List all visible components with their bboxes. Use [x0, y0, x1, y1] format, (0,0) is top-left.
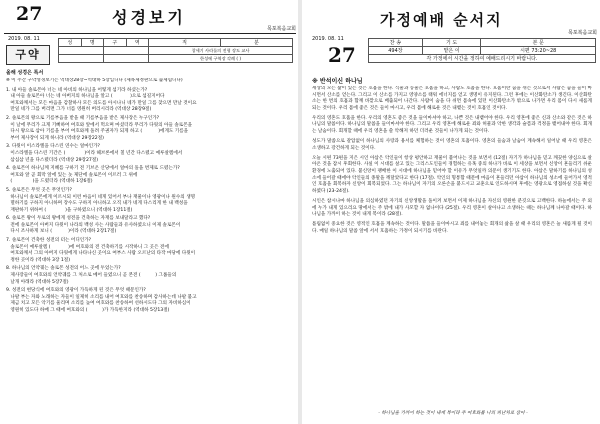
sermon-paragraph: 오늘 시편 73편을 지은 시인 아삽은 악인들이 항상 평안하고 재물이 불어나는 것을 보면서 (12절) 자기가 하나님을 믿고 깨끗한 양심으로 살아온 것을 잠시 후회한다. 사실 이 시대를 살고 있는 그리스도인들이 경험하는 유혹 중의 하나가 바로 이 세상을 보면서 신앙이 흔들리기 쉬운 환경에 노출되어 있다. 불신앙이 팽배한 이 시대에 하나님을 믿어야 할 이유가 무엇일까 의문이 생기기도 한다. 아삽은 말하기를 하나님의 성소에 들어갈 때에야 악인들의 종말을 깨달았다고 한다 (17절). 악인의 형통함 때문에 마음이 흔들리던 아삽이 하나님의 성소에 들어가서 영적인 호흡을 회복하자 신앙이 회복되었다. 그는 하나님이 자기의 오른손을 붙드시고 교훈으로 인도하시며 후에는 영광으로 영접하실 것을 확신하였다 (23-24절).: [312, 155, 592, 194]
question-line: 전에 솔로몬이 아버지 다윗이 나라의 백성 사는 사람들과 유사하였으니 이제 솔로몬이: [6, 222, 181, 228]
question-line: 3. 다윗이 이스라엘을 다스린 연수는 얼마인가?: [6, 144, 100, 150]
table-cell: [104, 55, 149, 63]
scripture-passage: 시편 73:20~28: [481, 47, 596, 55]
table-header: 직: [149, 39, 221, 47]
church-name: 목포복음교회: [568, 30, 597, 36]
question-line: 솔로몬이 예루살렘 ( )에 여호와의 전 건축하기를 시작하니 그 곳은 전에: [6, 244, 169, 250]
question-line: 9. 성전의 현당식에 여호와의 영광이 가득하게 된 것은 무엇 때문인가?: [6, 288, 146, 294]
table-cell: 한성에 구역장 각례 ( ): [149, 55, 293, 63]
question-line: 4. 솔로몬이 하나님께 지혜를 구하기 전 기브온 산당에서 얼마의 돌을 번제로 드렸는가?: [6, 166, 180, 172]
prayer-leader: 맡은 이: [422, 47, 481, 55]
table-header: 구: [104, 39, 127, 47]
question-line: 여호와께서 그의 아버지 다윗에게 나타나신 곳이요 여부스 사람 오르난의 타작 마당에 다윗이: [6, 251, 196, 257]
question-line: ( )을 드렸더라 (역대하 1장6절): [6, 179, 93, 185]
table-cell: 창세기 사라를의 전형 장도 교사: [149, 47, 293, 55]
question-line: 6. 솔로몬 왕이 두로의 왕에게 성전을 건축하는 자재를 보내달라고 했다?: [6, 216, 151, 222]
order-table: [368, 38, 596, 63]
church-name: 목포복음교회: [267, 26, 296, 32]
instruction-text: 각 가정에서 시간을 정하여 예배드리시기 바랍니다.: [369, 55, 596, 63]
sermon-paragraph: 시인은 참시나마 하나님을 의심하였던 자기의 신앙생활을 돌이켜 보면서 이제 하나님을 자신의 영원한 분깃으로 고백한다. 하늘에서는 주 외에 누가 내게 있으리요 땅에서는 주 밖에 내가 사모할 자 없나이다 (25절). 우리 영혼이 살아나고 소생하는 때는 하나님께 나아갈 때이다. 하나님을 가까이 하는 것이 내게 복이라 (28절).: [312, 198, 592, 218]
family-worship-page: [302, 0, 600, 424]
question-line: 하나님이 솔로몬에게 이르시되 이런 마음이 네게 있어서 부나 재물이나 영광이나 원수의 생명: [6, 194, 196, 200]
date-label: 2019. 08. 11: [8, 36, 40, 42]
question-line: 이 날에 무리가 크게 기뻐하여 여호와 앞에서 먹으며 마셨더라 무리가 다윗의 아들 솔로몬을: [6, 122, 193, 128]
question-line: 부어 제사장이 되게 하니라 (역대상 29장22절): [6, 135, 104, 141]
question-line: 영원히 있도다 하매 그 때에 여호와의 ( )가 가득한지라 (역대하 5장13절): [6, 308, 170, 313]
header-rule: [4, 33, 296, 34]
footer-verse: - 하나님을 가까이 하는 것이 내게 복이라 주 여호와를 나의 피난처로 삼아 -: [378, 411, 528, 416]
question-line: 이스라엘을 다스린 기간은 ( )이라 헤브론에서 칠 년간 다스렸고 예루살렘에서: [6, 150, 183, 156]
question-line: 다시 조사하게 보니 ( )이라 (역대하 2장17절): [6, 229, 117, 235]
bible-reading-page: [0, 0, 298, 424]
question-line: 멸하기를 구하지 아니하며 장수도 구하지 아니하고 오직 내가 네게 다스리게 한 내 백성을: [6, 201, 188, 207]
question-line: 만일 네가 그를 버리면 그가 너를 영원히 버리시리라 (역대상 28장9절): [6, 107, 152, 113]
page-title: 성경보기: [112, 8, 186, 27]
section-title: ※ 반석이신 하나님: [312, 78, 363, 85]
table-header: 명: [81, 39, 104, 47]
table-cell: [104, 47, 149, 55]
order-header: 기 도: [422, 39, 481, 47]
sermon-paragraph: 우리의 영혼도 호흡을 한다. 우리의 영혼도 좋은 것을 들이마셔야 하고, 나쁜 것은 내뱉어야 한다. 우리 영혼에 좋은 신과 산소와 같은 것은 하나님의 말씀이다. 하나님의 말씀을 들이마셔야 한다. 그리고 우리 영혼에 해로운 죄와 허물과 악한 생각과 슬픔과 걱정을 뱉어내야 한다. 회개는 날숨이다. 회개할 때에 우리 영혼을 쓸 악해져 하던 더러운 것들이 나가게 되는 것이다.: [312, 115, 592, 135]
testament-box: [6, 45, 50, 65]
question-line: 내 아들 솔로몬아 너는 네 아버지의 하나님을 알고 ( )으로 섬길지어다: [6, 94, 165, 100]
date-label: 2019. 08. 11: [312, 36, 344, 42]
testament-label: 구약: [15, 48, 41, 61]
hymn-number: 494장: [369, 47, 423, 55]
intro-text: ※ 이 주간 구약성경보기는 역대상28장~역대하 5장입니다 (제목제정판으로 출제됨니다): [6, 78, 183, 83]
table-cell: [59, 47, 104, 55]
section-label: 올해 성경은 특서: [6, 70, 44, 76]
question-line: 7. 솔로몬이 건축한 성전의 터는 어디인가?: [6, 238, 92, 244]
table-cell: [59, 55, 104, 63]
questions-block: [6, 78, 296, 422]
week-number: 27: [16, 3, 43, 25]
sermon-paragraph: 틀림없이 중요한 것은 영적인 호흡을 계속하는 것이다. 말씀을 들이마시고 죄를 내어놓는 회개의 삶을 살 때 우리의 영혼은 늘 새롭게 될 것이다. 매일 하나님의 말씀 앞에 서서 호흡하는 가정이 되시기를 바란다.: [312, 222, 592, 234]
question-line: 날개 아래라 (역대하 5장7절): [6, 279, 69, 285]
week-number: 27: [328, 43, 356, 67]
question-line: 여호와께서는 모든 마음을 감찰하사 모든 의도를 아시나니 네가 만일 그를 찾으면 만날 것이요: [6, 100, 197, 106]
question-line: 나팔 부는 자와 노래하는 자들이 일제히 소리를 내어 여호와를 찬송하며 감사하는데 나팔 불고: [6, 294, 197, 300]
table-header: 성: [59, 39, 82, 47]
question-line: 정한 곳이라 (역대하 3장 1절): [6, 257, 71, 263]
sermon-body: [312, 86, 592, 404]
page-title: 가정예배 순서지: [380, 11, 503, 29]
sermon-paragraph: 세상의 모든 삶이 있는 것은 호흡을 한다. 식물과 동물은 호흡을 하고, 사람도 호흡을 한다. 호흡이란 숨을 쉬는 것으로서 사람은 숨을 들이 마시면서 산소를 얻는다. 그리고 이 산소를 가지고 영양소를 태워 에너지를 얻고 생명이 유지된다. 그런 후에는 이산화탄소가 생긴다. 이산화탄소는 한 번의 호흡과 함께 바깥으로 배출되어 나간다. 사람이 숨을 다 쉬면 몸속에 있던 이산화탄소가 밖으로 나가면 우리 몸이 다시 새롭게 되는 것이다. 우리 몸에 좋은 것은 들이 마시고, 우리 몸에 해로운 것은 내뱉는 것이 호흡인 것이다.: [312, 86, 592, 111]
table-header: 역: [126, 39, 149, 47]
sermon-paragraph: 성도가 말씀으로 갈압없이 하나님의 사랑과 용서를 체험하는 것이 영혼의 호흡이다. 영혼의 들숨과 날숨이 계속해서 일어날 때 우리 영혼은 소생하고 강건하게 되는 것이다.: [312, 139, 592, 151]
question-line: 5. 솔로몬은 무엇 곳은 무엇인가?: [6, 187, 72, 193]
question-line: 여호와 앞 곧 회막 앞에 있는 놋 제단에 솔로몬이 이르러 그 위에: [6, 172, 138, 178]
question-line: 삼십삼 년을 다스렸더라 (역대상 29장27절): [6, 157, 99, 163]
question-line: 제금 치고 모든 악기를 울리며 소리를 높여 여호와를 찬송하여 선하시도다 그의 자비하심이: [6, 301, 191, 307]
question-list: [6, 88, 296, 315]
table-header: 분: [221, 39, 293, 47]
member-table: [58, 38, 293, 63]
question-line: 제사장들이 여호와의 언약궤를 그 처소로 메어 들였으니 곧 본전 ( ) 그룹들의: [6, 273, 177, 279]
question-line: 재판하기 위하여 ( )을 구하였으니 (역대하 1장11절): [6, 207, 133, 213]
order-header: 본 문: [481, 39, 596, 47]
question-line: 다시 왕으로 삼아 기름을 부어 여호와께 돌려 주권자가 되게 하고 ( )에게도 기름을: [6, 129, 189, 135]
question-line: 8. 하나님의 언약궤는 솔로몬 성전의 어느 곳에 두었는가?: [6, 266, 121, 272]
question-line: 2. 솔로몬의 왕으로 기름부음을 받을 때 기름부음을 받은 제사장은 누구인가?: [6, 115, 160, 121]
question-line: 1. 내 아들 솔로몬아 너는 네 아비의 하나님을 어떻게 섬기라 하셨는가?: [6, 87, 148, 93]
order-header: 찬 송: [369, 39, 423, 47]
